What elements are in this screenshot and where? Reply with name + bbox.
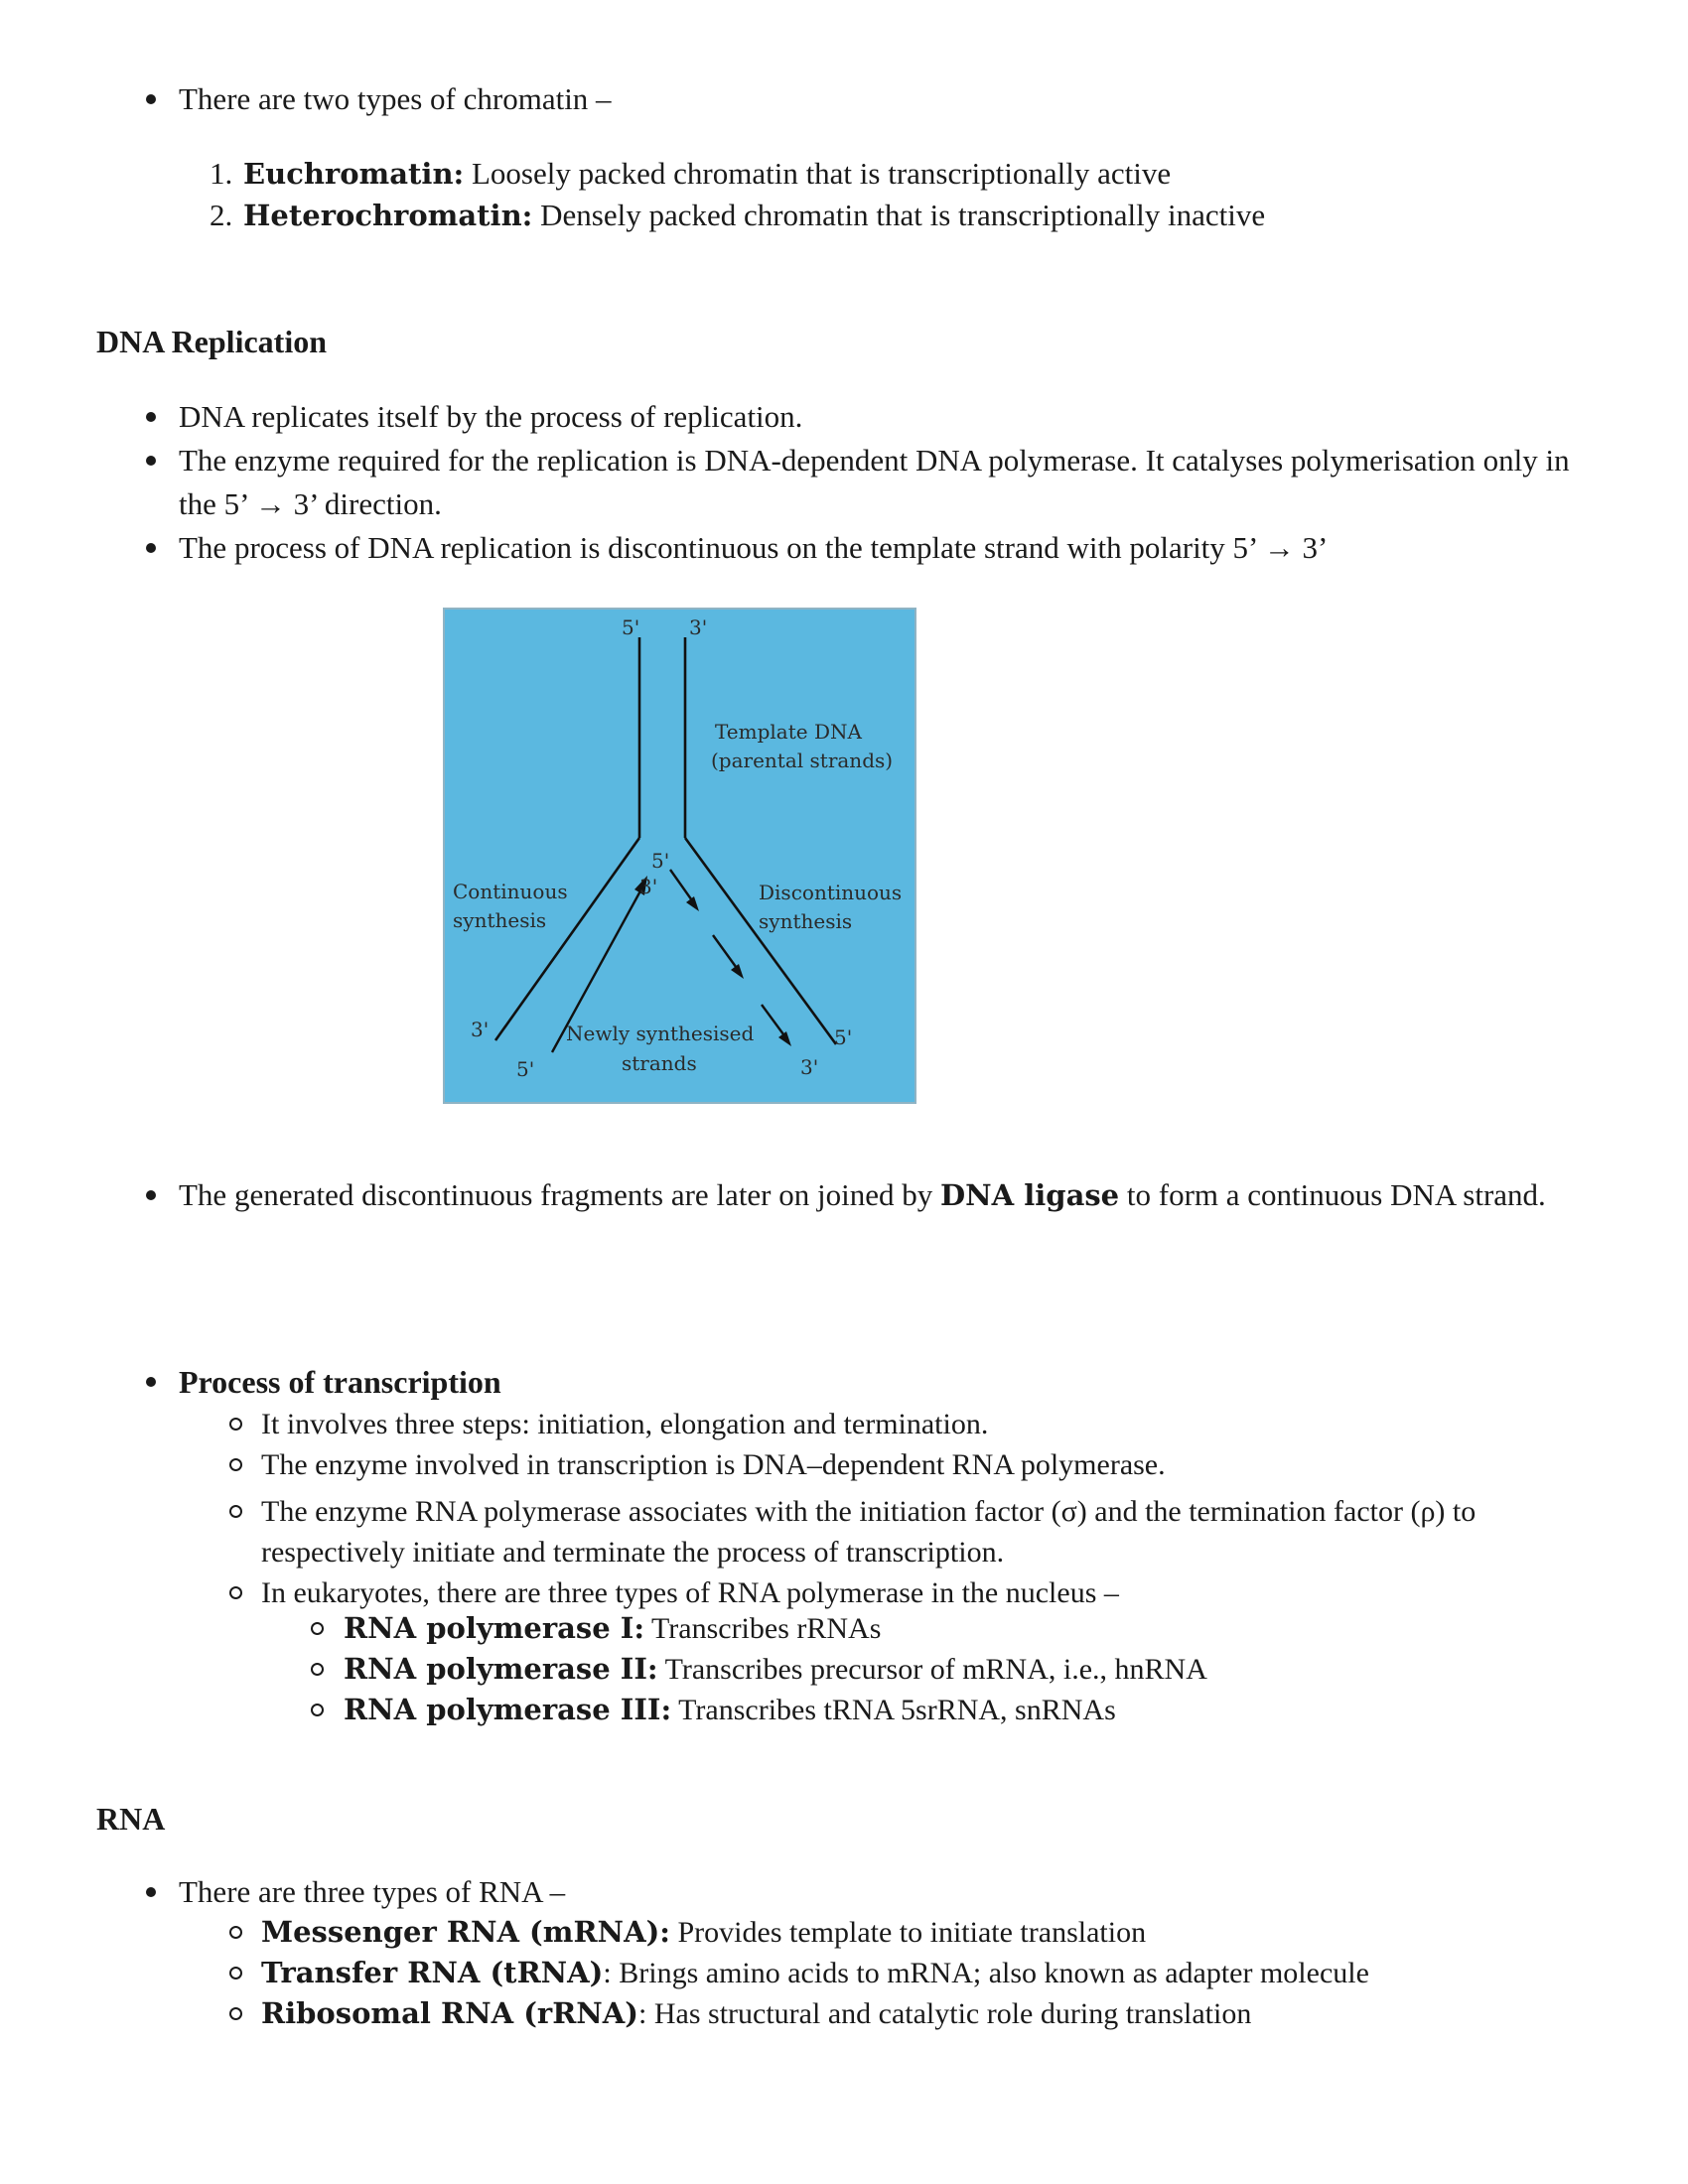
label-strands: strands xyxy=(622,1051,697,1075)
label-continuous: Continuous xyxy=(453,880,568,903)
list-item-mrna: Messenger RNA (mRNA): Provides template to initiate translation xyxy=(261,1912,1602,1953)
label-newly-synthesised: Newly synthesised xyxy=(566,1022,755,1045)
list-item-euchromatin: 1. Euchromatin: Loosely packed chromatin that is transcriptionally active xyxy=(210,156,1172,191)
list-item: The enzyme involved in transcription is DNA–dependent RNA polymerase. xyxy=(261,1444,1602,1485)
chromatin-types-list xyxy=(0,153,1688,236)
list-item: There are two types of chromatin – xyxy=(179,77,1589,121)
rna-list xyxy=(0,1870,1688,1914)
list-item: The generated discontinuous fragments are later on joined by DNA ligase to form a continuous DNA strand. xyxy=(179,1173,1589,1217)
rna-types-list xyxy=(0,1912,1688,2034)
list-item-transcription: Process of transcription xyxy=(179,1360,1589,1405)
label-discontinuous-synthesis: synthesis xyxy=(759,909,853,933)
label-fork-3: 3' xyxy=(639,875,658,898)
label-top-left: 5' xyxy=(622,615,640,639)
label-parental-strands: (parental strands) xyxy=(711,749,894,772)
list-item-trna: Transfer RNA (tRNA): Brings amino acids to mRNA; also known as adapter molecule xyxy=(261,1953,1602,1993)
ligase-list xyxy=(0,1173,1688,1217)
transcription-sublist xyxy=(0,1404,1688,1613)
chromatin-list xyxy=(0,77,1688,121)
label-discontinuous: Discontinuous xyxy=(759,881,903,904)
replication-list xyxy=(0,395,1688,570)
list-item: The process of DNA replication is discontinuous on the template strand with polarity 5’ → 3’ xyxy=(179,526,1589,570)
label-bottom-left-3: 3' xyxy=(471,1018,490,1041)
list-item-rna-polymerase-3: RNA polymerase III: Transcribes tRNA 5srRNA, snRNAs xyxy=(344,1690,1688,1730)
transcription-list xyxy=(0,1360,1688,1405)
list-item: The enzyme required for the replication is DNA-dependent DNA polymerase. It catalyses polymerisation only in the 5’ → 3’ direction. xyxy=(179,439,1589,526)
label-bottom-right-3: 3' xyxy=(800,1055,819,1079)
label-bottom-right-5: 5' xyxy=(834,1025,853,1049)
list-item-rrna: Ribosomal RNA (rRNA): Has structural and catalytic role during translation xyxy=(261,1993,1602,2034)
label-template-dna: Template DNA xyxy=(715,720,862,744)
label-continuous-synthesis: synthesis xyxy=(453,908,547,932)
list-item: It involves three steps: initiation, elongation and termination. xyxy=(261,1404,1602,1444)
list-item-heterochromatin: 2. Heterochromatin: Densely packed chromatin that is transcriptionally inactive xyxy=(210,198,1266,232)
list-item: The enzyme RNA polymerase associates with the initiation factor (σ) and the termination factor (ρ) to respectively initiate and terminate the process of transcription. xyxy=(261,1491,1602,1572)
replication-fork-diagram xyxy=(443,608,916,1104)
list-item: DNA replicates itself by the process of replication. xyxy=(179,395,1589,439)
label-top-right: 3' xyxy=(689,615,708,639)
list-item: There are three types of RNA – xyxy=(179,1870,1589,1914)
polymerase-list xyxy=(0,1608,1688,1730)
list-item-rna-polymerase-2: RNA polymerase II: Transcribes precursor of mRNA, i.e., hnRNA xyxy=(344,1649,1688,1690)
label-bottom-left-5: 5' xyxy=(516,1057,535,1081)
list-item-rna-polymerase-1: RNA polymerase I: Transcribes rRNAs xyxy=(344,1608,1688,1649)
section-heading-dna-replication: DNA Replication xyxy=(96,324,327,359)
section-heading-rna: RNA xyxy=(96,1801,166,1837)
list-item: In eukaryotes, there are three types of RNA polymerase in the nucleus – xyxy=(261,1572,1602,1613)
label-fork-5: 5' xyxy=(651,849,670,873)
